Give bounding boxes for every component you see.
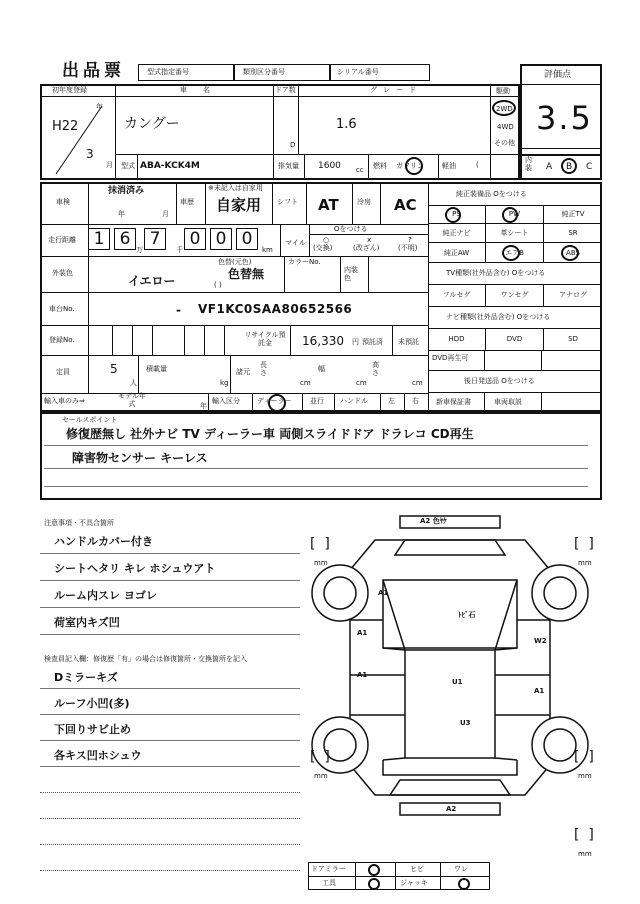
- history-note: ※未記入は自家用: [208, 184, 263, 192]
- equip-abs-mark: [561, 245, 579, 261]
- fuel-label: 燃料: [373, 162, 387, 170]
- dims-height: 高さ: [372, 361, 379, 377]
- import-year: 年: [200, 402, 207, 410]
- mm-rr: mm: [578, 772, 592, 780]
- grade-label: グレード: [370, 86, 422, 94]
- mileage-km: km: [262, 246, 273, 254]
- import-class-label: 輸入区分: [212, 397, 240, 405]
- legend-crack: ヒビ: [410, 865, 424, 873]
- grade-value: 1.6: [336, 117, 357, 132]
- note-item: 荷室内キズ凹: [54, 616, 120, 629]
- equip-item: 純正TV: [544, 205, 602, 224]
- import-parallel: 並行: [310, 397, 324, 405]
- diagram-bottom-label: A2: [446, 805, 457, 813]
- note-line: [40, 634, 300, 635]
- type-value: ABA-KCK4M: [140, 161, 200, 171]
- legend-mirror-mark: [368, 864, 380, 876]
- model-code-label: 型式指定番号: [147, 68, 189, 76]
- equip-item: 純正AW: [428, 243, 486, 262]
- inspect-year: 年: [118, 210, 125, 218]
- repaint-label: 色替(元色): [218, 258, 252, 266]
- note-item: ハンドルカバー付き: [54, 535, 153, 548]
- mileage-digit: 0: [184, 228, 206, 250]
- mileage-opt-mark-1: ○: [323, 236, 330, 244]
- inspector-item: 下回りサビ止め: [54, 723, 131, 736]
- month-unit: 月: [106, 161, 113, 169]
- ac-label: 冷房: [357, 198, 371, 206]
- dims-label: 諸元: [236, 368, 250, 376]
- mileage-opt-unknown: (不明): [398, 244, 418, 252]
- fuel-paren: (: [476, 161, 479, 169]
- mm-fr: mm: [578, 559, 592, 567]
- sales-line-2: 障害物センサー キーレス: [72, 451, 208, 465]
- ac-value: AC: [394, 196, 417, 214]
- repaint-paren: ( ): [214, 281, 222, 289]
- inspector-item: ルーフ小凹(多): [54, 697, 130, 710]
- inspector-line: [40, 870, 300, 871]
- interior-c: C: [586, 162, 593, 172]
- mileage-digit: 0: [210, 228, 232, 250]
- cap-label: 定員: [56, 368, 70, 376]
- cap-unit: 人: [130, 379, 137, 387]
- equip-ps-mark: [445, 207, 461, 223]
- sales-label: セールスポイント: [62, 416, 118, 424]
- bracket-rr: [ ]: [574, 749, 594, 765]
- load-label: 積載量: [146, 365, 167, 373]
- dims-height-cm: cm: [412, 379, 423, 387]
- tv-title: TV種類(社外品含む) Oをつける: [446, 269, 546, 277]
- equip-airbag-mark: [502, 245, 520, 261]
- mileage-opt-tamper: (改ざん): [353, 244, 380, 252]
- doors-label: ドア数: [275, 86, 296, 94]
- diagram-roof: [405, 650, 495, 758]
- later-warranty: 新車保証書: [436, 398, 471, 406]
- inspector-line: [40, 766, 300, 767]
- year-unit: 年: [96, 103, 103, 111]
- diagram-windshield: [383, 580, 517, 648]
- color-no-label: カラーNo.: [288, 258, 321, 266]
- equip-item: PW: [486, 205, 544, 224]
- legend-jack: ジャッキ: [400, 879, 428, 887]
- dims-length: 長さ: [260, 361, 267, 377]
- mileage-man: 万: [136, 246, 143, 254]
- shift-value: AT: [318, 196, 339, 214]
- inspector-list: [40, 666, 302, 890]
- inspector-item: Dミラーキズ: [54, 671, 118, 684]
- dims-width-cm: cm: [356, 379, 367, 387]
- equip-item: SR: [544, 224, 602, 243]
- inspect-label: 車検: [56, 198, 70, 206]
- navi-title: ナビ種類(社外品含む) Oをつける: [446, 313, 551, 321]
- cc-label: 排気量: [278, 162, 299, 170]
- recycle-deposited: 預託済: [362, 338, 383, 346]
- notes-label: 注意事項・不具合箇所: [44, 519, 114, 527]
- fuel-gas: ガソリン: [396, 162, 424, 170]
- interior-b: B: [566, 162, 573, 172]
- inspector-line: [40, 818, 300, 819]
- later-manual: 車両取説: [494, 398, 522, 406]
- tv-option: フルセグ: [428, 284, 486, 306]
- mileage-digit: 0: [236, 228, 258, 250]
- wheel-front-right: [532, 565, 588, 621]
- import-label: 輸入車のみ⇒: [44, 397, 85, 405]
- mileage-opt-exchange: (交換): [313, 244, 333, 252]
- serial-label: シリアル番号: [337, 68, 379, 76]
- drive-2wd-mark: [492, 100, 516, 116]
- dims-length-cm: cm: [300, 379, 311, 387]
- car-name-label: 車名: [180, 86, 226, 94]
- car-damage-diagram: [305, 510, 605, 835]
- later-title: 後日発送品 Oをつける: [464, 377, 535, 385]
- bracket-fr: [ ]: [574, 536, 594, 552]
- wheel-front-left: [312, 565, 368, 621]
- tv-grid: [428, 284, 602, 306]
- fuel-gas-mark: [405, 157, 423, 175]
- chassis-value: VF1KC0SAA80652566: [198, 302, 353, 316]
- damage-u1: U1: [452, 678, 463, 686]
- damage-a1-1: A1: [378, 589, 389, 597]
- first-reg-month: 3: [86, 147, 94, 161]
- diagram-body-outline: [350, 540, 550, 795]
- reg-label: 登録No.: [49, 336, 75, 344]
- drive-other: その他: [494, 139, 515, 147]
- mileage-digit: 6: [114, 228, 136, 250]
- form-title: 出品票: [62, 61, 125, 81]
- repaint-value: 色替無: [228, 267, 265, 281]
- navi-option: SD: [568, 335, 578, 343]
- drive-2wd: 2WD: [496, 105, 513, 113]
- damage-chip: ﾄﾋﾞ石: [458, 611, 476, 619]
- class-code-box: [234, 64, 330, 81]
- mileage-digit: 7: [144, 228, 166, 250]
- inspect-month: 月: [162, 210, 169, 218]
- mileage-digits: [88, 224, 284, 256]
- first-reg-label: 初年度登録: [52, 86, 87, 94]
- cc-unit: cc: [356, 166, 364, 174]
- mm-fl: mm: [314, 559, 328, 567]
- bracket-fl: [ ]: [310, 536, 330, 552]
- tv-option: ワンセグ: [486, 284, 544, 306]
- mileage-digit: 1: [88, 228, 110, 250]
- import-model-year: モデル年式: [118, 392, 146, 408]
- equip-title: 純正装備品 Oをつける: [456, 190, 527, 198]
- equip-pw-mark: [502, 207, 518, 223]
- recycle-unit: 円: [352, 338, 359, 346]
- equip-item: 革シート: [486, 224, 544, 243]
- cap-value: 5: [110, 362, 118, 376]
- dvd-label: DVD再生可: [432, 354, 469, 362]
- damage-a1-4: A1: [534, 687, 545, 695]
- recycle-value: 16,330: [302, 334, 344, 348]
- equip-item: エアB: [486, 243, 544, 262]
- type-label: 型式: [121, 162, 135, 170]
- color-value: イエロー: [128, 274, 176, 288]
- legend-break: ワレ: [454, 865, 468, 873]
- serial-box: [330, 64, 430, 81]
- inspector-line: [40, 792, 300, 793]
- mileage-mark-note: Oをつける: [334, 225, 368, 233]
- navi-option: DVD: [486, 328, 544, 350]
- tv-option: アナログ: [559, 291, 587, 299]
- mile-label: マイル: [285, 239, 306, 247]
- legend-mirror: ドアミラー: [311, 865, 346, 873]
- score-value: 3.5: [536, 99, 593, 137]
- inspector-line: [40, 688, 300, 689]
- recycle-label: リサイクル預託金: [244, 331, 286, 348]
- chassis-dash: -: [176, 303, 181, 317]
- history-label: 車歴: [180, 198, 194, 206]
- import-dealer: ディーラー: [257, 397, 292, 405]
- door-d: D: [290, 141, 296, 149]
- note-line: [40, 580, 300, 581]
- inspector-line: [40, 844, 300, 845]
- inspector-item: 各キス凹ホシュウ: [54, 749, 142, 762]
- equip-item: ABS: [566, 248, 580, 257]
- damage-w2: W2: [534, 637, 547, 645]
- mileage-opt-mark-3: ?: [408, 236, 412, 244]
- interior-color-label: 内装色: [344, 266, 358, 283]
- import-left: 左: [388, 397, 395, 405]
- legend-jack-mark: [458, 878, 470, 890]
- fuel-diesel: 軽油: [442, 162, 456, 170]
- recycle-not-deposited: 未預託: [398, 338, 419, 346]
- dims-width: 幅: [318, 365, 325, 373]
- history-value: 自家用: [216, 196, 262, 214]
- equip-item: PS: [428, 205, 486, 224]
- mm-rl: mm: [314, 772, 328, 780]
- note-item: ルーム内スレ ヨゴレ: [54, 589, 157, 602]
- notes-list: [40, 530, 302, 640]
- navi-option: HDD: [428, 328, 486, 350]
- diagram-top-label: A2 色ﾔｹ: [420, 517, 447, 525]
- bracket-extra: [ ]: [574, 827, 594, 843]
- inspector-line: [40, 714, 300, 715]
- class-code-label: 類別区分番号: [243, 68, 285, 76]
- diagram-top-bar: [400, 516, 500, 528]
- score-label: 評価点: [544, 70, 572, 80]
- chassis-label: 車台No.: [49, 305, 75, 313]
- load-kg: kg: [220, 379, 229, 387]
- mileage-sen: 千: [176, 246, 183, 254]
- inspect-value: 抹消済み: [108, 186, 145, 196]
- equip-item: 純正ナビ: [428, 224, 486, 243]
- inspector-line: [40, 740, 300, 741]
- note-line: [40, 607, 300, 608]
- damage-a1-3: A1: [357, 671, 368, 679]
- mileage-opt-mark-2: x: [367, 236, 372, 244]
- sales-line-1: 修復歴無し 社外ナビ TV ディーラー車 両側スライドドア ドラレコ CD再生: [66, 427, 474, 441]
- import-handle: ハンドル: [340, 397, 368, 405]
- cc-value: 1600: [318, 161, 341, 171]
- legend-tool: 工具: [322, 879, 336, 887]
- interior-a: A: [546, 162, 553, 172]
- import-dealer-mark: [268, 394, 286, 412]
- shift-label: シフト: [277, 198, 298, 206]
- damage-a1-2: A1: [357, 629, 368, 637]
- color-label: 外装色: [52, 269, 73, 277]
- navi-grid: [428, 328, 602, 350]
- bracket-rl: [ ]: [310, 749, 330, 765]
- interior-b-mark: [561, 158, 577, 174]
- interior-label: 内装: [525, 156, 532, 172]
- drive-label: 駆動: [496, 87, 510, 95]
- inspector-label: 検査員記入欄：修復歴「有」の場合は修復箇所・交換箇所を記入: [44, 655, 247, 663]
- mileage-label: 走行距離: [48, 236, 76, 244]
- model-code-box: [138, 64, 234, 81]
- import-right: 右: [412, 397, 419, 405]
- drive-4wd: 4WD: [497, 123, 514, 131]
- legend-tool-mark: [368, 878, 380, 890]
- note-line: [40, 553, 300, 554]
- mm-extra: mm: [578, 850, 592, 858]
- first-reg-era: H22: [52, 119, 79, 134]
- note-item: シートヘタリ キレ ホシュウアト: [54, 562, 216, 575]
- damage-u3: U3: [460, 719, 471, 727]
- car-name-value: カングー: [124, 116, 180, 132]
